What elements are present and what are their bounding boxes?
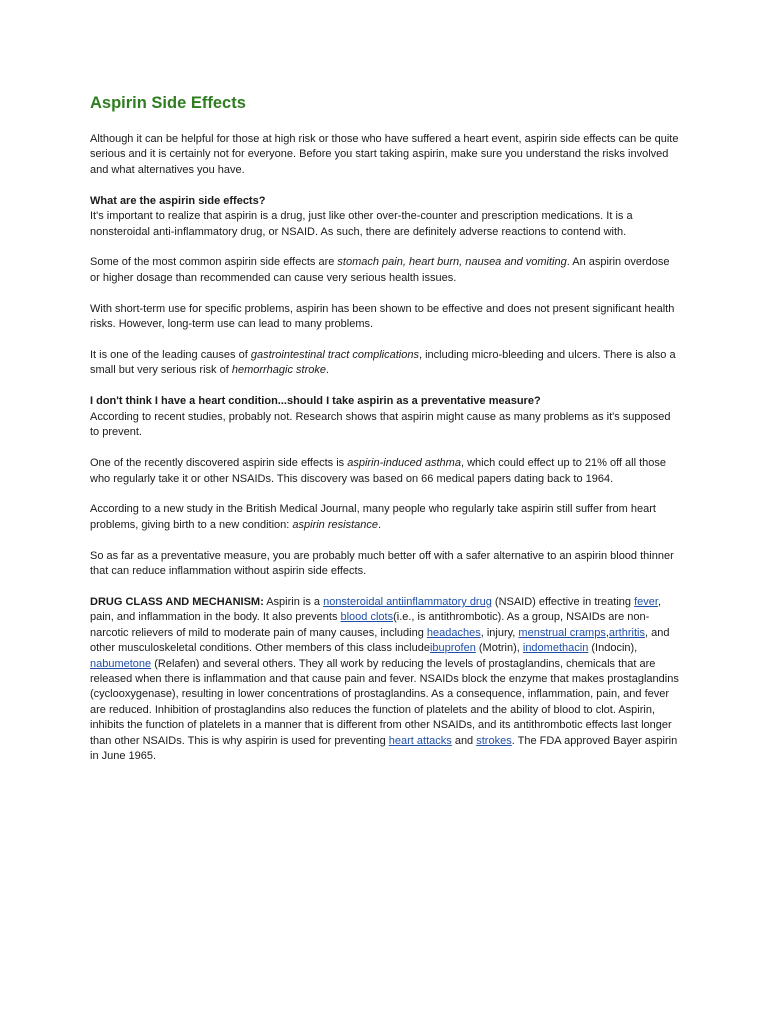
text-run: , injury, xyxy=(480,626,519,639)
intro-paragraph: Although it can be helpful for those at high risk or those who have suffered a heart event, aspirin side effects can be quite serious and it is certainly not for everyone. Before you start taking aspirin, make sure you understand the risks involved and what alternatives you have. xyxy=(90,133,679,176)
link-menstrual-cramps[interactable]: menstrual cramps xyxy=(518,626,606,639)
text-run: It is one of the leading causes of xyxy=(90,349,251,362)
paragraph-common-effects xyxy=(90,255,680,286)
text-run: (i.e., is antithrombotic). As a group, NSAIDs are non-narcotic relievers of mild to moderate pain of many causes, including xyxy=(90,611,650,639)
emphasis-common-effects: stomach pain, heart burn, nausea and vomiting xyxy=(337,256,567,269)
link-ibuprofen[interactable]: ibuprofen xyxy=(429,642,476,655)
text-run: (NSAID) effective in treating xyxy=(491,596,635,609)
text-run: According to a new study in the British Medical Journal, many people who regularly take aspirin still suffer from heart problems, giving birth to a new condition: xyxy=(90,503,656,531)
text-run: (Motrin), xyxy=(475,642,523,655)
paragraph-drug-intro: It's important to realize that aspirin is a drug, just like other over-the-counter and prescription medications. It is a nonsteroidal anti-inflammatory drug, or NSAID. As such, there are definitely adverse reactions to contend with. xyxy=(90,210,633,238)
text-run: , which could effect up to 21% off all those who regularly take it or other NSAIDs. This discovery was based on 66 medical papers dating back to 1964. xyxy=(90,457,667,485)
link-headaches[interactable]: headaches xyxy=(426,626,481,639)
link-nabumetone[interactable]: nabumetone xyxy=(90,657,152,670)
link-fever[interactable]: fever xyxy=(634,596,658,609)
paragraph-drug-class xyxy=(90,595,680,764)
text-run: (Relafen) and several others. They all work by reducing the levels of prostaglandins, chemicals that are released when there is inflammation and that cause pain and fever. NSAIDs block the enzyme that makes prostaglandins (cyclooxygenase), resulting in lower concentrations of prostaglandins. As a consequence, inflammation, pain, and fever are reduced. Inhibition of prostaglandins also reduces the function of platelets and the ability of blood to clot. Aspirin, inhibits the function of platelets in a manner that is different from other NSAIDs, and its antithrombotic effects last longer than other NSAIDs. This is why aspirin is used for preventing xyxy=(90,657,679,747)
drug-class-heading: DRUG CLASS AND MECHANISM: xyxy=(90,596,264,609)
emphasis-hemorrhagic-stroke: hemorrhagic stroke xyxy=(231,364,326,377)
text-run: , pain, and inflammation in the body. It also prevents xyxy=(90,596,662,624)
emphasis-gi-complications: gastrointestinal tract complications xyxy=(250,349,419,362)
text-run: . An aspirin overdose or higher dosage than recommended can cause very serious health issues. xyxy=(90,256,670,284)
text-run: . xyxy=(325,364,330,377)
paragraph-leading-causes xyxy=(90,348,680,379)
link-nsaid[interactable]: nonsteroidal antiinflammatory drug xyxy=(323,596,492,609)
text-run: Some of the most common aspirin side effects are xyxy=(90,256,338,269)
text-run: . xyxy=(377,518,382,531)
text-run: One of the recently discovered aspirin side effects is xyxy=(90,457,348,470)
text-run: , and other musculoskeletal conditions. Other members of this class include xyxy=(90,626,670,655)
paragraph-preventative-alternative: So as far as a preventative measure, you are probably much better off with a safer alternative to an aspirin blood thinner that can reduce inflammation without aspirin side effects. xyxy=(90,549,674,578)
text-run: and xyxy=(451,734,477,747)
question-heading-text: I don't think I have a heart condition...should I take aspirin as a preventative measure? xyxy=(90,395,541,408)
paragraph-short-term: With short-term use for specific problems, aspirin has been shown to be effective and does not present significant health risks. However, long-term use can lead to many problems. xyxy=(90,302,675,331)
paragraph-recent-studies: According to recent studies, probably not. Research shows that aspirin might cause as many problems as it's supposed to prevent. xyxy=(90,410,671,439)
emphasis-aspirin-asthma: aspirin-induced asthma xyxy=(347,457,461,470)
link-arthritis[interactable]: arthritis xyxy=(608,626,645,639)
page-title: Aspirin Side Effects xyxy=(90,94,246,112)
question-heading-preventative xyxy=(90,394,680,409)
text-run: , xyxy=(605,626,609,639)
question-heading-side-effects xyxy=(90,194,680,209)
question-heading-text: What are the aspirin side effects? xyxy=(90,194,266,207)
paragraph-asthma xyxy=(90,456,680,487)
text-run: (Indocin), xyxy=(588,642,638,655)
link-strokes[interactable]: strokes xyxy=(476,734,512,747)
emphasis-aspirin-resistance: aspirin resistance xyxy=(292,518,378,531)
text-run: , including micro-bleeding and ulcers. There is also a small but very serious risk of xyxy=(90,349,676,377)
paragraph-bmj-study xyxy=(90,502,680,533)
text-run: Aspirin is a xyxy=(263,596,324,609)
link-blood-clots[interactable]: blood clots xyxy=(340,611,394,624)
text-run: . The FDA approved Bayer aspirin in June 1965. xyxy=(90,734,678,763)
link-indomethacin[interactable]: indomethacin xyxy=(522,642,589,655)
link-heart-attacks[interactable]: heart attacks xyxy=(388,734,452,747)
